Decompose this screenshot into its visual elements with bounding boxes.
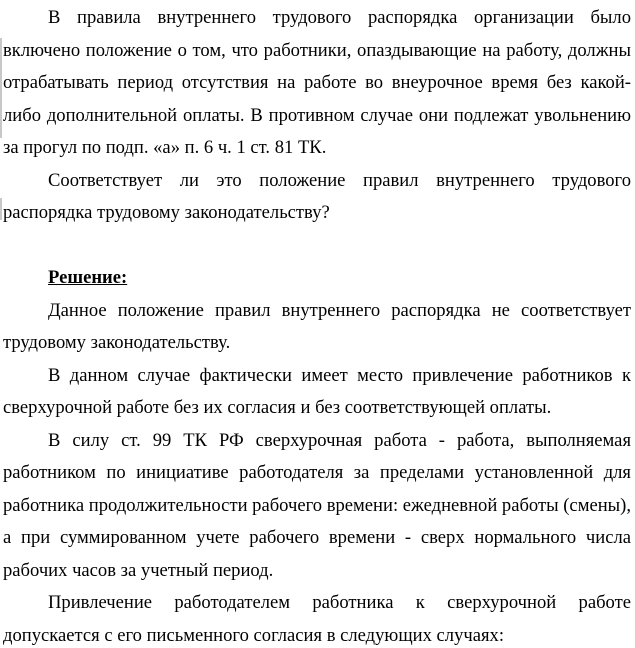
solution-heading: Решение: — [48, 267, 128, 288]
margin-mark-bottom — [0, 198, 2, 220]
task-paragraph: В правила внутреннего трудового распорядка организации было включено положение о том, что работники, опаздывающие на работу, должны отрабатывать период отсутствия на работе во внеурочное время без какой-либо дополнительной оплаты. В противном случае они подлежат увольнению за прогул по подп. «а» п. 6 ч. 1 ст. 81 ТК. — [3, 7, 631, 158]
solution-paragraph-1: Данное положение правил внутреннего распорядка не соответствует трудовому законодательству. — [3, 299, 631, 353]
solution-heading-line — [3, 262, 631, 295]
solution-paragraph-2: В данном случае фактически имеет место привлечение работников к сверхурочной работе без их согласия и без соответствующей оплаты. — [3, 364, 631, 418]
solution-paragraph-4: Привлечение работодателем работника к сверхурочной работе допускается с его письменного согласия в следующих случаях: — [3, 592, 631, 646]
solution-paragraph-3: В силу ст. 99 ТК РФ сверхурочная работа - работа, выполняемая работником по инициативе работодателя за пределами установленной для работника продолжительности рабочего времени: ежедневной работы (смены), а при суммированном учете рабочего времени - сверх нормального числа рабочих часов за учетный период. — [3, 429, 631, 581]
document-page — [3, 0, 631, 648]
margin-mark-top — [0, 38, 2, 138]
task-question: Соответствует ли это положение правил внутреннего трудового распорядка трудовому законодательству? — [3, 169, 631, 223]
blank-line — [3, 230, 631, 263]
